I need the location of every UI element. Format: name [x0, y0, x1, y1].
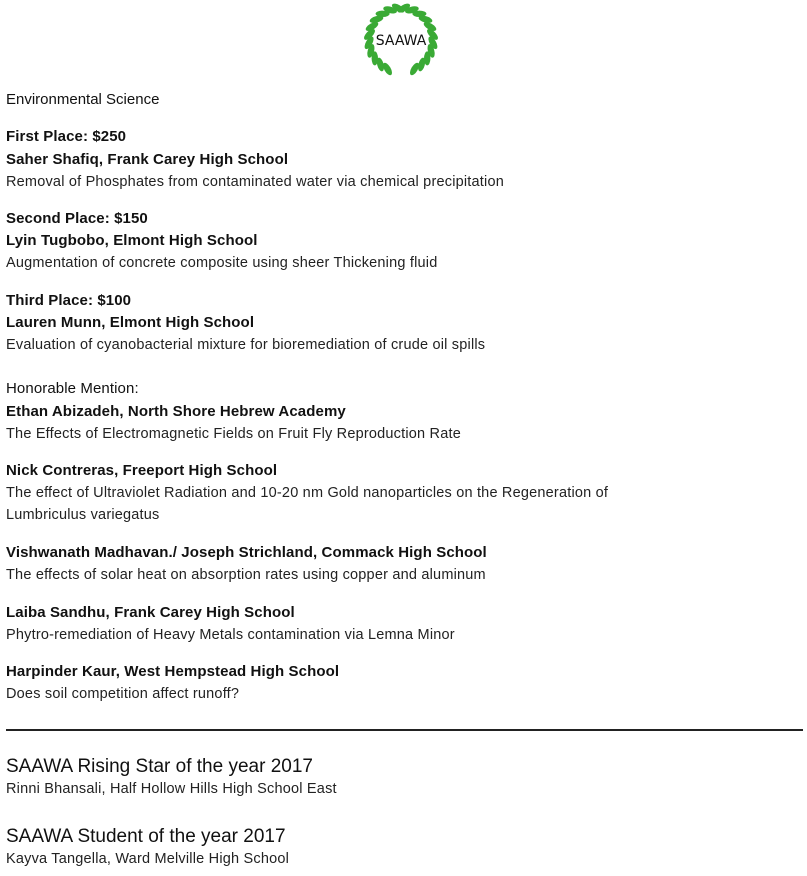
honorable-mention-heading: Honorable Mention: [6, 380, 139, 397]
third-place-project: Evaluation of cyanobacterial mixture for bioremediation of crude oil spills [6, 337, 486, 353]
second-place-project: Augmentation of concrete composite using sheer Thickening fluid [6, 255, 438, 271]
honorable-student: Vishwanath Madhavan./ Joseph Strichland, Commack High School [6, 544, 487, 561]
student-of-year-winner: Kayva Tangella, Ward Melville High School [6, 851, 290, 867]
first-place-student: Saher Shafiq, Frank Carey High School [6, 151, 289, 168]
honorable-student: Laiba Sandhu, Frank Carey High School [6, 604, 295, 621]
honorable-project: Does soil competition affect runoff? [6, 686, 240, 702]
honorable-student: Ethan Abizadeh, North Shore Hebrew Academy [6, 403, 346, 420]
honorable-project-continued: Lumbriculus variegatus [6, 507, 160, 523]
honorable-project: The effects of solar heat on absorption rates using copper and aluminum [6, 567, 486, 583]
student-of-year-title: SAAWA Student of the year 2017 [6, 826, 286, 847]
honorable-project: The Effects of Electromagnetic Fields on Fruit Fly Reproduction Rate [6, 426, 461, 442]
logo-text: SAAWA [375, 33, 427, 49]
category-heading: Environmental Science [6, 91, 160, 108]
saawa-laurel-logo [356, 0, 446, 84]
section-divider [6, 729, 803, 731]
rising-star-winner: Rinni Bhansali, Half Hollow Hills High School East [6, 781, 337, 797]
second-place-label: Second Place: $150 [6, 210, 148, 227]
honorable-student: Harpinder Kaur, West Hempstead High School [6, 663, 340, 680]
rising-star-title: SAAWA Rising Star of the year 2017 [6, 756, 313, 777]
first-place-project: Removal of Phosphates from contaminated water via chemical precipitation [6, 174, 504, 190]
honorable-project: Phytro-remediation of Heavy Metals contamination via Lemna Minor [6, 627, 455, 643]
honorable-student: Nick Contreras, Freeport High School [6, 462, 278, 479]
second-place-student: Lyin Tugbobo, Elmont High School [6, 232, 258, 249]
third-place-label: Third Place: $100 [6, 292, 132, 309]
third-place-student: Lauren Munn, Elmont High School [6, 314, 255, 331]
first-place-label: First Place: $250 [6, 128, 127, 145]
honorable-project: The effect of Ultraviolet Radiation and 10-20 nm Gold nanoparticles on the Regeneration of [6, 485, 609, 501]
